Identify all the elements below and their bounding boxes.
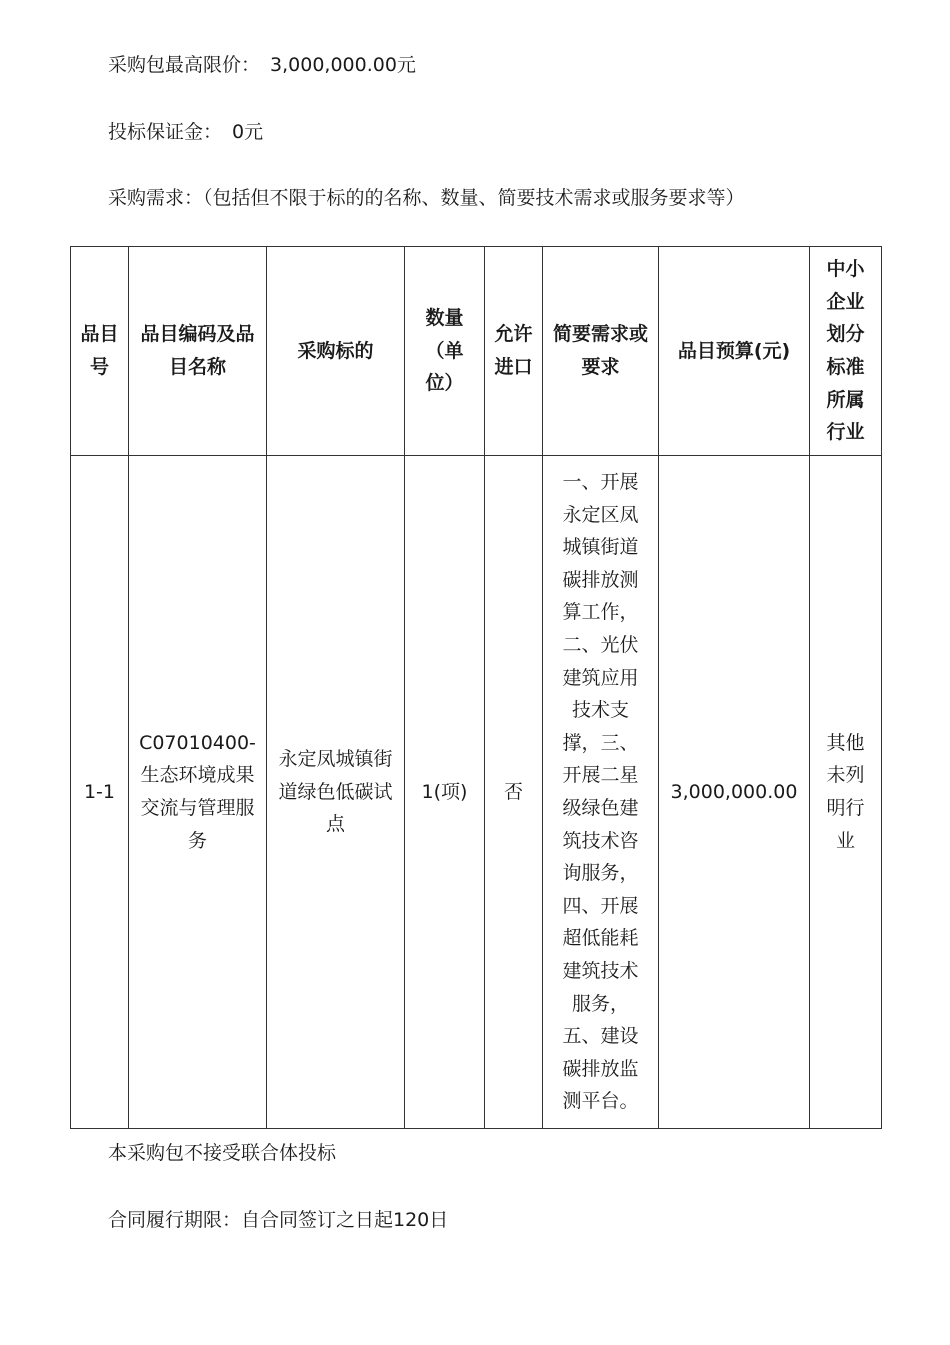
cell-subject: 永定凤城镇街道绿色低碳试点 bbox=[267, 456, 405, 1129]
max-price-label: 采购包最高限价： bbox=[108, 54, 261, 76]
cell-import-allowed: 否 bbox=[485, 456, 543, 1129]
requirement-note: （包括但不限于标的的名称、数量、简要技术需求或服务要求等） bbox=[203, 187, 745, 209]
max-price-line bbox=[108, 53, 416, 77]
requirement-label: 采购需求： bbox=[108, 187, 204, 209]
header-brief-requirements: 简要需求或要求 bbox=[543, 247, 659, 456]
procurement-table bbox=[70, 246, 882, 1129]
table-row bbox=[71, 456, 882, 1129]
requirement-line bbox=[108, 186, 745, 210]
header-subject: 采购标的 bbox=[267, 247, 405, 456]
cell-item-code-name: C07010400-生态环境成果交流与管理服务 bbox=[129, 456, 267, 1129]
header-quantity: 数量（单位） bbox=[405, 247, 485, 456]
deposit-line bbox=[108, 120, 263, 144]
deposit-label: 投标保证金： bbox=[108, 121, 223, 143]
cell-budget: 3,000,000.00 bbox=[659, 456, 810, 1129]
cell-item-no: 1-1 bbox=[71, 456, 129, 1129]
max-price-value: 3,000,000.00元 bbox=[270, 54, 416, 76]
header-item-no: 品目号 bbox=[71, 247, 129, 456]
deposit-value: 0元 bbox=[232, 121, 264, 143]
cell-brief-requirements: 一、开展永定区凤城镇街道碳排放测算工作，二、光伏建筑应用技术支撑，三、开展二星级绿色建筑技术咨询服务，四、开展超低能耗建筑技术服务，五、建设碳排放监测平台。 bbox=[543, 456, 659, 1129]
header-sme-industry: 中小企业划分标准所属行业 bbox=[810, 247, 882, 456]
header-budget: 品目预算(元) bbox=[659, 247, 810, 456]
header-item-code-name: 品目编码及品目名称 bbox=[129, 247, 267, 456]
header-import-allowed: 允许进口 bbox=[485, 247, 543, 456]
contract-term: 合同履行期限：自合同签订之日起120日 bbox=[108, 1209, 449, 1231]
consortium-note: 本采购包不接受联合体投标 bbox=[108, 1142, 337, 1164]
cell-quantity: 1(项) bbox=[405, 456, 485, 1129]
table-header-row bbox=[71, 247, 882, 456]
cell-sme-industry: 其他未列明行业 bbox=[810, 456, 882, 1129]
